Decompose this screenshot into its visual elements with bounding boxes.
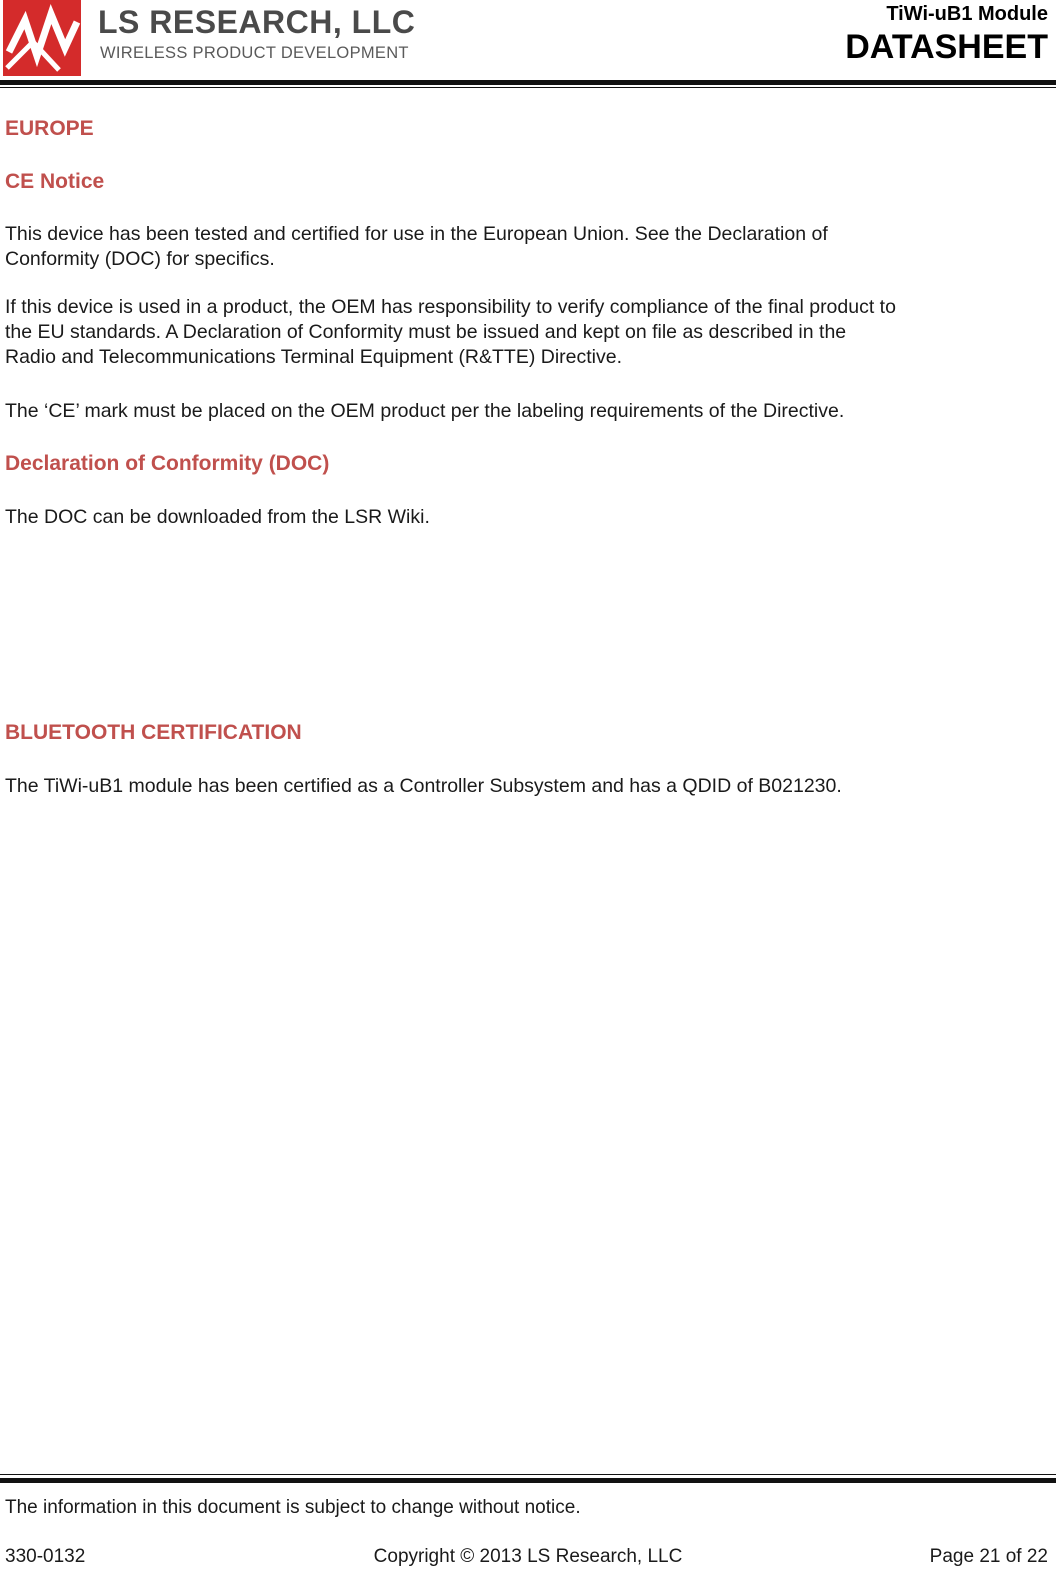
heading-bluetooth-certification: BLUETOOTH CERTIFICATION <box>5 721 302 744</box>
footer-copyright: Copyright © 2013 LS Research, LLC <box>373 1546 683 1567</box>
bluetooth-paragraph: The TiWi-uB1 module has been certified as a Controller Subsystem and has a QDID of B021230. <box>5 775 842 797</box>
footer-rule-thin <box>0 1474 1056 1475</box>
page-header <box>0 0 1056 90</box>
company-tagline: WIRELESS PRODUCT DEVELOPMENT <box>100 44 409 62</box>
heading-declaration-of-conformity: Declaration of Conformity (DOC) <box>5 452 330 475</box>
ce-paragraph-1 <box>5 222 1050 272</box>
footer-doc-number: 330-0132 <box>5 1546 86 1567</box>
header-rule-thick <box>0 80 1056 85</box>
company-name: LS RESEARCH, LLC <box>98 4 416 40</box>
document-type: DATASHEET <box>845 28 1048 66</box>
ce-paragraph-3: The ‘CE’ mark must be placed on the OEM product per the labeling requirements of the Directive. <box>5 400 845 422</box>
footer-notice: The information in this document is subject to change without notice. <box>5 1497 581 1518</box>
header-rule-thin <box>0 87 1056 88</box>
ls-research-logo-icon <box>3 0 81 76</box>
footer-page-number: Page 21 of 22 <box>929 1546 1048 1567</box>
ce-paragraph-1-line-1: This device has been tested and certified for use in the European Union. See the Declaration of <box>5 223 828 245</box>
ce-paragraph-2 <box>5 295 1050 370</box>
footer-rule-thick <box>0 1478 1056 1483</box>
ce-paragraph-2-line-1: If this device is used in a product, the OEM has responsibility to verify compliance of the final product to <box>5 296 896 318</box>
heading-europe: EUROPE <box>5 117 94 140</box>
module-name: TiWi-uB1 Module <box>886 3 1048 25</box>
ce-paragraph-2-line-3: Radio and Telecommunications Terminal Equipment (R&TTE) Directive. <box>5 346 623 368</box>
heading-ce-notice: CE Notice <box>5 170 105 193</box>
doc-paragraph: The DOC can be downloaded from the LSR Wiki. <box>5 506 430 528</box>
ce-paragraph-2-line-2: the EU standards. A Declaration of Conformity must be issued and kept on file as described in the <box>5 321 847 343</box>
ce-paragraph-1-line-2: Conformity (DOC) for specifics. <box>5 248 275 270</box>
